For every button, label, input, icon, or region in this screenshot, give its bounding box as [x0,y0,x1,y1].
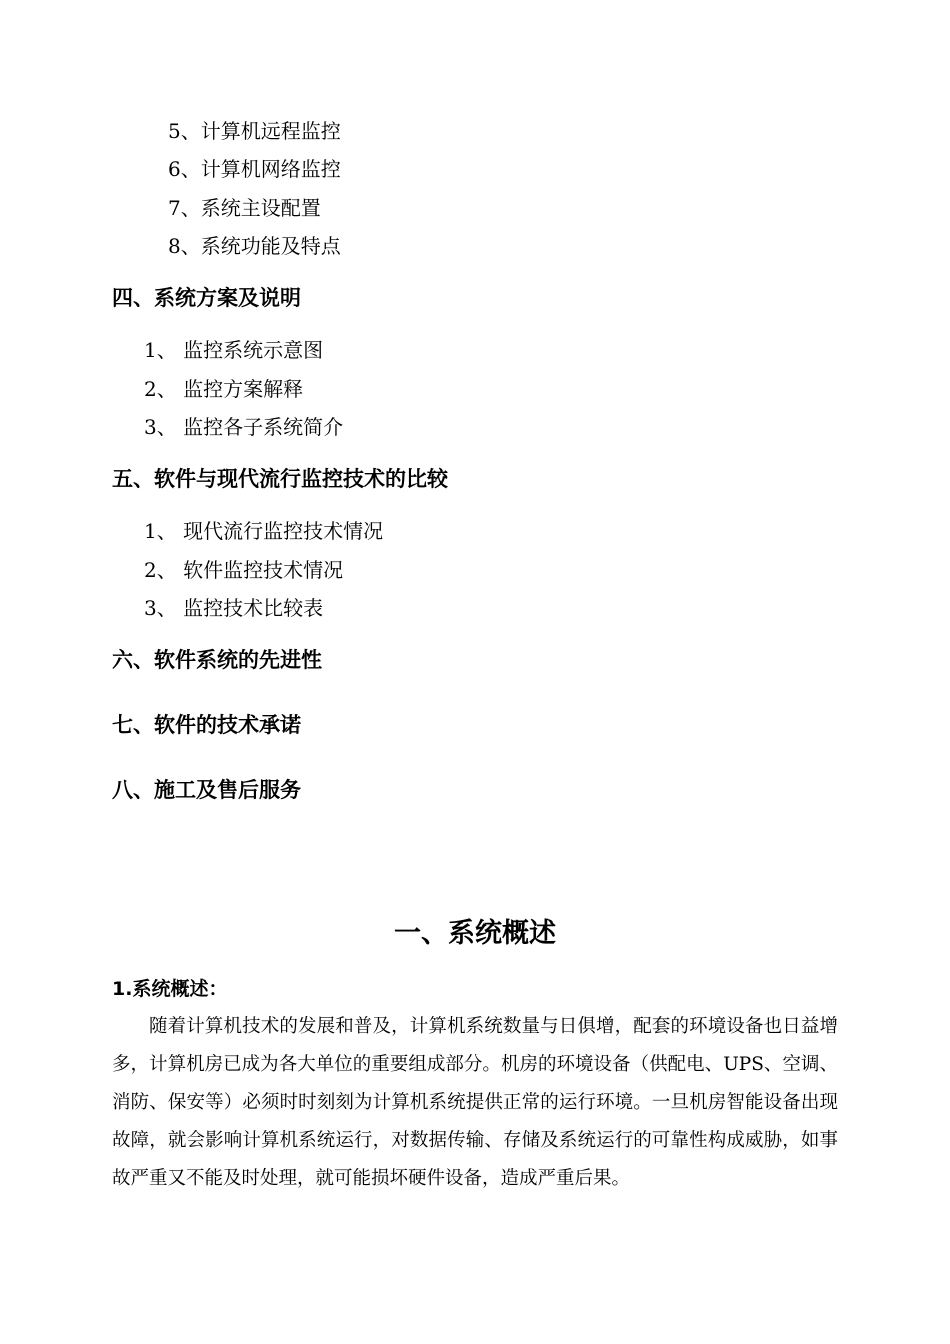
toc-item-5: 5、计算机远程监控 [168,119,341,143]
section-heading-5: 五、软件与现代流行监控技术的比较 [112,467,448,491]
section4-item-1: 1、 监控系统示意图 [144,338,324,362]
section-heading-4: 四、系统方案及说明 [112,286,301,310]
section5-item-2: 2、 软件监控技术情况 [144,558,344,582]
toc-item-7: 7、系统主设配置 [168,196,321,220]
section5-item-3: 3、 监控技术比较表 [144,596,324,620]
section5-item-1: 1、 现代流行监控技术情况 [144,519,384,543]
section4-item-2: 2、 监控方案解释 [144,377,304,401]
chapter-title: 一、系统概述 [394,918,556,949]
section4-item-3: 3、 监控各子系统简介 [144,415,344,439]
section-heading-7: 七、软件的技术承诺 [112,713,301,737]
toc-item-6: 6、计算机网络监控 [168,157,341,181]
chapter-subheading: 1.系统概述： [112,978,228,1000]
section-heading-6: 六、软件系统的先进性 [112,648,322,672]
chapter-paragraph: 随着计算机技术的发展和普及，计算机系统数量与日俱增，配套的环境设备也日益增多，计算机房已成为各大单位的重要组成部分。机房的环境设备（供配电、UPS、空调、消防、保安等）必须时时刻刻为计算机系统提供正常的运行环境。一旦机房智能设备出现故障，就会影响计算机系统运行，对数据传输、存储及系统运行的可靠性构成威胁，如事故严重又不能及时处理，就可能损坏硬件设备，造成严重后果。 [112,1016,838,1189]
section-heading-8: 八、施工及售后服务 [112,778,301,802]
toc-item-8: 8、系统功能及特点 [168,234,341,258]
